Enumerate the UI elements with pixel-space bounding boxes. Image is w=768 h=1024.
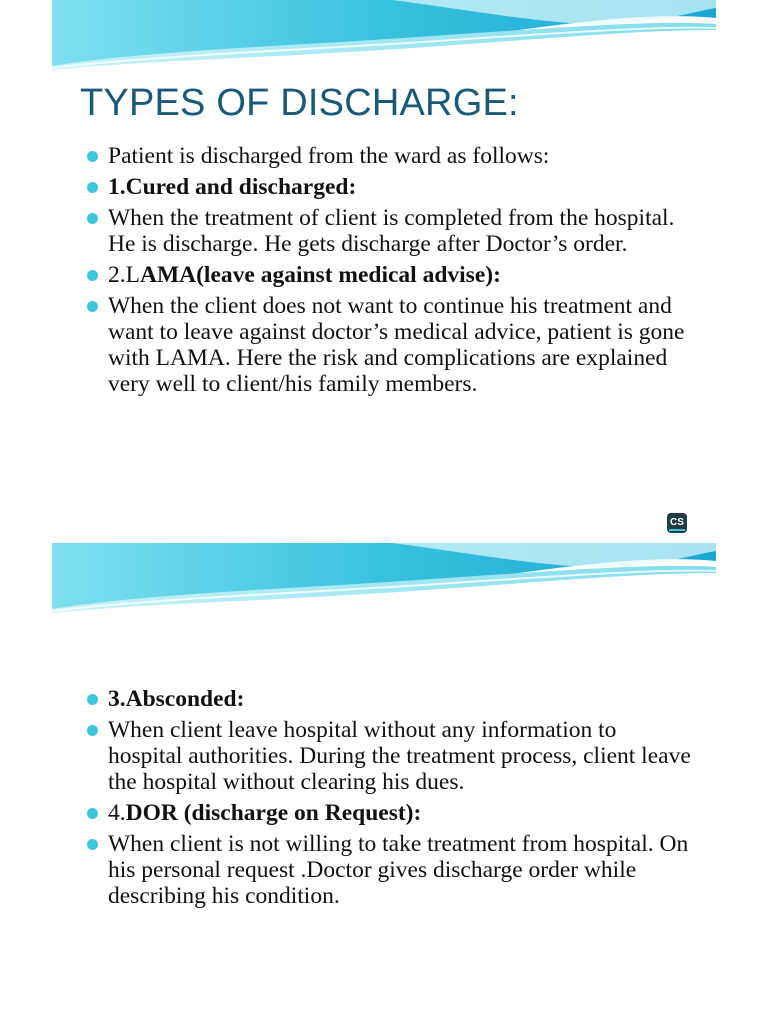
list-item [52,262,692,288]
bullet-heading: 1.Cured and discharged: [108,174,357,200]
slide-2 [52,543,716,1013]
bullet-prefix: 4. [108,800,126,826]
list-item [52,831,692,909]
list-item [52,293,692,397]
bullet-dot-icon [87,808,98,819]
bullet-list [52,686,692,914]
bullet-heading: 3.Absconded: [108,686,245,712]
slide-1 [52,0,716,540]
bullet-dot-icon [87,839,98,850]
bullet-dot-icon [87,151,98,162]
bullet-dot-icon [87,270,98,281]
bullet-dot-icon [87,182,98,193]
slide-title: TYPES OF DISCHARGE: [80,82,519,124]
header-wave-decoration [52,543,716,615]
bullet-dot-icon [87,694,98,705]
bullet-dot-icon [87,301,98,312]
bullet-text: When client is not willing to take treatment from hospital. On his personal request .Doctor gives discharge order while describing his condition. [108,831,689,909]
bullet-list [52,143,692,402]
list-item [52,686,692,712]
bullet-text: Patient is discharged from the ward as follows: [108,143,550,169]
list-item [52,205,692,257]
list-item [52,800,692,826]
list-item [52,143,692,169]
list-item [52,717,692,795]
list-item [52,174,692,200]
bullet-heading: DOR (discharge on Request): [125,800,422,826]
bullet-text: When the client does not want to continue his treatment and want to leave against doctor’s medical advice, patient is gone with LAMA. Here the risk and complications are explained very well to client/his family members. [108,293,685,397]
camscanner-logo-icon: CS [667,513,687,533]
bullet-dot-icon [87,213,98,224]
bullet-heading: AMA(leave against medical advise): [139,262,501,288]
bullet-dot-icon [87,725,98,736]
bullet-text: When client leave hospital without any information to hospital authorities. During the treatment process, client leave the hospital without clearing his dues. [108,717,691,795]
header-wave-decoration [52,0,716,72]
bullet-text: When the treatment of client is completed from the hospital. He is discharge. He gets discharge after Doctor’s order. [108,205,675,257]
bullet-prefix: 2.L [108,262,140,288]
